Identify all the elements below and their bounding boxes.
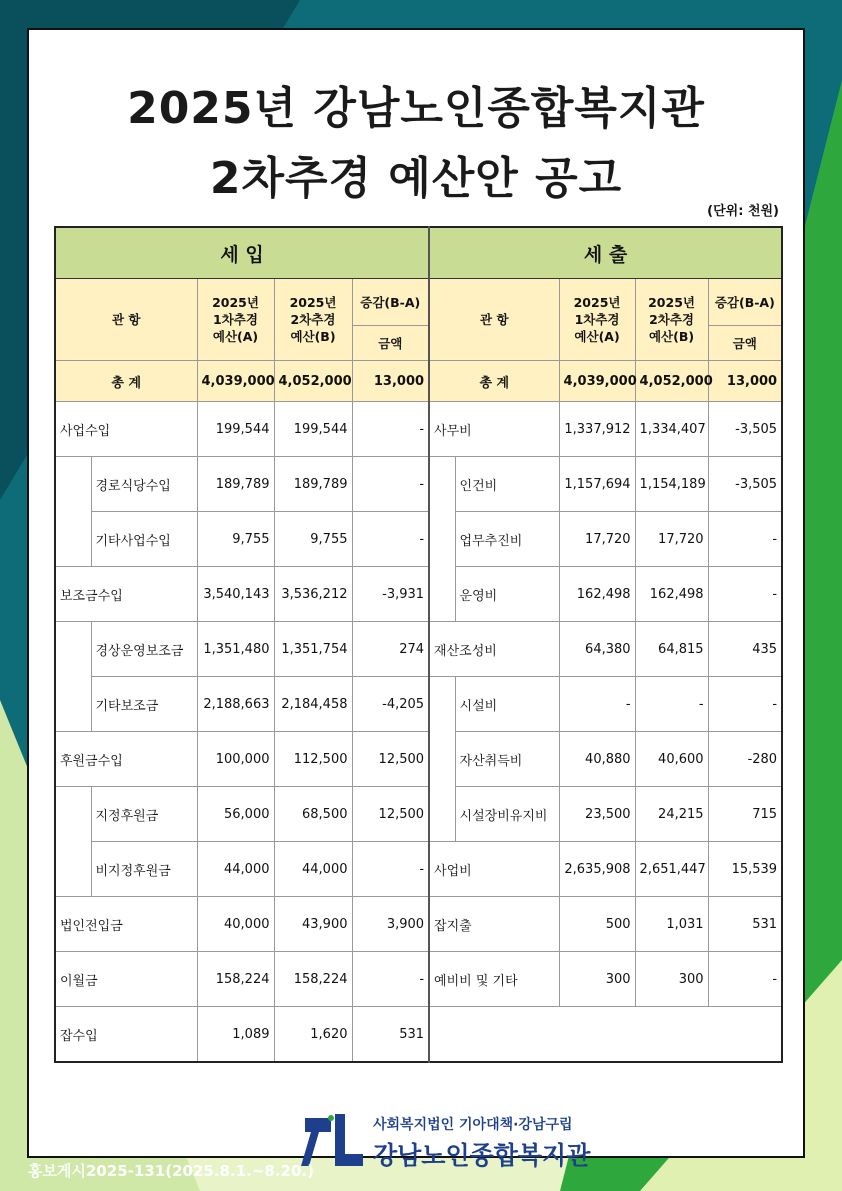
income-label: 보조금수입 — [55, 567, 197, 622]
income-indent — [55, 622, 91, 732]
expense-a: 162,498 — [559, 567, 635, 622]
expense-b: 1,031 — [635, 897, 708, 952]
total-diff: 13,000 — [708, 361, 782, 402]
expense-a: 1,157,694 — [559, 457, 635, 512]
expense-empty-cell — [429, 1007, 782, 1063]
expense-b: 17,720 — [635, 512, 708, 567]
table-row — [55, 732, 782, 787]
income-section-header: 세 입 — [55, 227, 429, 279]
total-row — [55, 361, 782, 402]
expense-a: 64,380 — [559, 622, 635, 677]
expense-a: - — [559, 677, 635, 732]
income-label: 잡수입 — [55, 1007, 197, 1063]
table-row — [55, 897, 782, 952]
expense-a: 23,500 — [559, 787, 635, 842]
income-label: 법인전입금 — [55, 897, 197, 952]
budget-table — [54, 226, 783, 1063]
unit-label: (단위: 천원) — [707, 204, 779, 219]
expense-a: 2,635,908 — [559, 842, 635, 897]
expense-diff: - — [708, 512, 782, 567]
table-row — [55, 402, 782, 457]
expense-diff: - — [708, 677, 782, 732]
expense-b: 24,215 — [635, 787, 708, 842]
income-a: 189,789 — [197, 457, 274, 512]
income-label: 지정후원금 — [91, 787, 197, 842]
expense-item-header: 관 항 — [429, 279, 559, 361]
expense-diff: - — [708, 567, 782, 622]
logo-title: 강남노인종합복지관 — [373, 1141, 591, 1170]
logo-subtitle: 사회복지법인 기아대책·강남구립 — [373, 1117, 573, 1133]
total-b: 4,052,000 — [635, 361, 708, 402]
income-a: 199,544 — [197, 402, 274, 457]
table-row — [55, 622, 782, 677]
income-label: 이월금 — [55, 952, 197, 1007]
income-diff: -4,205 — [352, 677, 429, 732]
income-amount-header: 금액 — [352, 326, 429, 361]
expense-diff: 715 — [708, 787, 782, 842]
total-a: 4,039,000 — [559, 361, 635, 402]
expense-label: 재산조성비 — [429, 622, 559, 677]
income-a: 40,000 — [197, 897, 274, 952]
total-b: 4,052,000 — [274, 361, 352, 402]
expense-b: 1,154,189 — [635, 457, 708, 512]
income-b: 44,000 — [274, 842, 352, 897]
expense-b: - — [635, 677, 708, 732]
expense-label: 시설장비유지비 — [455, 787, 559, 842]
income-a: 9,755 — [197, 512, 274, 567]
table-row — [55, 457, 782, 512]
expense-label: 자산취득비 — [455, 732, 559, 787]
income-diff: - — [352, 952, 429, 1007]
expense-label: 운영비 — [455, 567, 559, 622]
income-label: 비지정후원금 — [91, 842, 197, 897]
income-diff: 3,900 — [352, 897, 429, 952]
expense-col-b-header: 2025년 2차추경 예산(B) — [635, 279, 708, 361]
expense-label: 사무비 — [429, 402, 559, 457]
table-row — [55, 1007, 782, 1063]
expense-label: 사업비 — [429, 842, 559, 897]
income-diff: 12,500 — [352, 787, 429, 842]
income-col-b-header: 2025년 2차추경 예산(B) — [274, 279, 352, 361]
table-row — [55, 512, 782, 567]
expense-b: 1,334,407 — [635, 402, 708, 457]
expense-b: 40,600 — [635, 732, 708, 787]
table-row — [55, 842, 782, 897]
expense-section-header: 세 출 — [429, 227, 782, 279]
expense-a: 17,720 — [559, 512, 635, 567]
expense-a: 500 — [559, 897, 635, 952]
table-row — [55, 787, 782, 842]
income-b: 112,500 — [274, 732, 352, 787]
expense-a: 300 — [559, 952, 635, 1007]
table-row — [55, 567, 782, 622]
income-b: 68,500 — [274, 787, 352, 842]
income-b: 1,620 — [274, 1007, 352, 1063]
expense-b: 2,651,447 — [635, 842, 708, 897]
income-label: 기타사업수입 — [91, 512, 197, 567]
income-diff: 531 — [352, 1007, 429, 1063]
income-a: 2,188,663 — [197, 677, 274, 732]
expense-diff: 435 — [708, 622, 782, 677]
income-diff: - — [352, 842, 429, 897]
income-b: 1,351,754 — [274, 622, 352, 677]
expense-label: 시설비 — [455, 677, 559, 732]
organization-logo — [301, 1108, 601, 1174]
income-a: 100,000 — [197, 732, 274, 787]
expense-diff: 15,539 — [708, 842, 782, 897]
income-col-a-header: 2025년 1차추경 예산(A) — [197, 279, 274, 361]
income-label: 경상운영보조금 — [91, 622, 197, 677]
income-a: 1,089 — [197, 1007, 274, 1063]
total-label: 총 계 — [55, 361, 197, 402]
income-diff: 274 — [352, 622, 429, 677]
expense-a: 1,337,912 — [559, 402, 635, 457]
income-indent — [55, 787, 91, 897]
income-a: 3,540,143 — [197, 567, 274, 622]
expense-amount-header: 금액 — [708, 326, 782, 361]
income-b: 199,544 — [274, 402, 352, 457]
total-a: 4,039,000 — [197, 361, 274, 402]
income-diff: - — [352, 402, 429, 457]
income-a: 158,224 — [197, 952, 274, 1007]
income-label: 후원금수입 — [55, 732, 197, 787]
expense-a: 40,880 — [559, 732, 635, 787]
income-b: 189,789 — [274, 457, 352, 512]
income-indent — [55, 457, 91, 567]
table-row — [55, 952, 782, 1007]
expense-label: 예비비 및 기타 — [429, 952, 559, 1007]
income-b: 43,900 — [274, 897, 352, 952]
income-a: 1,351,480 — [197, 622, 274, 677]
expense-label: 잡지출 — [429, 897, 559, 952]
income-b: 158,224 — [274, 952, 352, 1007]
income-b: 3,536,212 — [274, 567, 352, 622]
expense-diff: -280 — [708, 732, 782, 787]
expense-label: 인건비 — [455, 457, 559, 512]
income-label: 경로식당수입 — [91, 457, 197, 512]
posting-number: 홍보게시2025-131(2025.8.1.~8.20.) — [28, 1162, 314, 1180]
expense-diff: -3,505 — [708, 402, 782, 457]
expense-b: 300 — [635, 952, 708, 1007]
income-diff: - — [352, 457, 429, 512]
title-line-1: 2025년 강남노인종합복지관 — [127, 83, 705, 134]
expense-diff: - — [708, 952, 782, 1007]
total-label: 총 계 — [429, 361, 559, 402]
income-label: 기타보조금 — [91, 677, 197, 732]
income-diff-header: 증감(B-A) — [352, 279, 429, 326]
expense-indent — [429, 677, 455, 842]
income-label: 사업수입 — [55, 402, 197, 457]
income-item-header: 관 항 — [55, 279, 197, 361]
income-a: 44,000 — [197, 842, 274, 897]
income-b: 2,184,458 — [274, 677, 352, 732]
income-a: 56,000 — [197, 787, 274, 842]
expense-b: 64,815 — [635, 622, 708, 677]
income-b: 9,755 — [274, 512, 352, 567]
income-diff: - — [352, 512, 429, 567]
expense-col-a-header: 2025년 1차추경 예산(A) — [559, 279, 635, 361]
expense-indent — [429, 457, 455, 622]
table-row — [55, 677, 782, 732]
total-diff: 13,000 — [352, 361, 429, 402]
income-diff: -3,931 — [352, 567, 429, 622]
expense-diff: -3,505 — [708, 457, 782, 512]
income-diff: 12,500 — [352, 732, 429, 787]
expense-diff: 531 — [708, 897, 782, 952]
expense-b: 162,498 — [635, 567, 708, 622]
expense-label: 업무추진비 — [455, 512, 559, 567]
expense-diff-header: 증감(B-A) — [708, 279, 782, 326]
notice-card — [27, 28, 805, 1170]
title-line-2: 2차추경 예산안 공고 — [209, 153, 623, 204]
